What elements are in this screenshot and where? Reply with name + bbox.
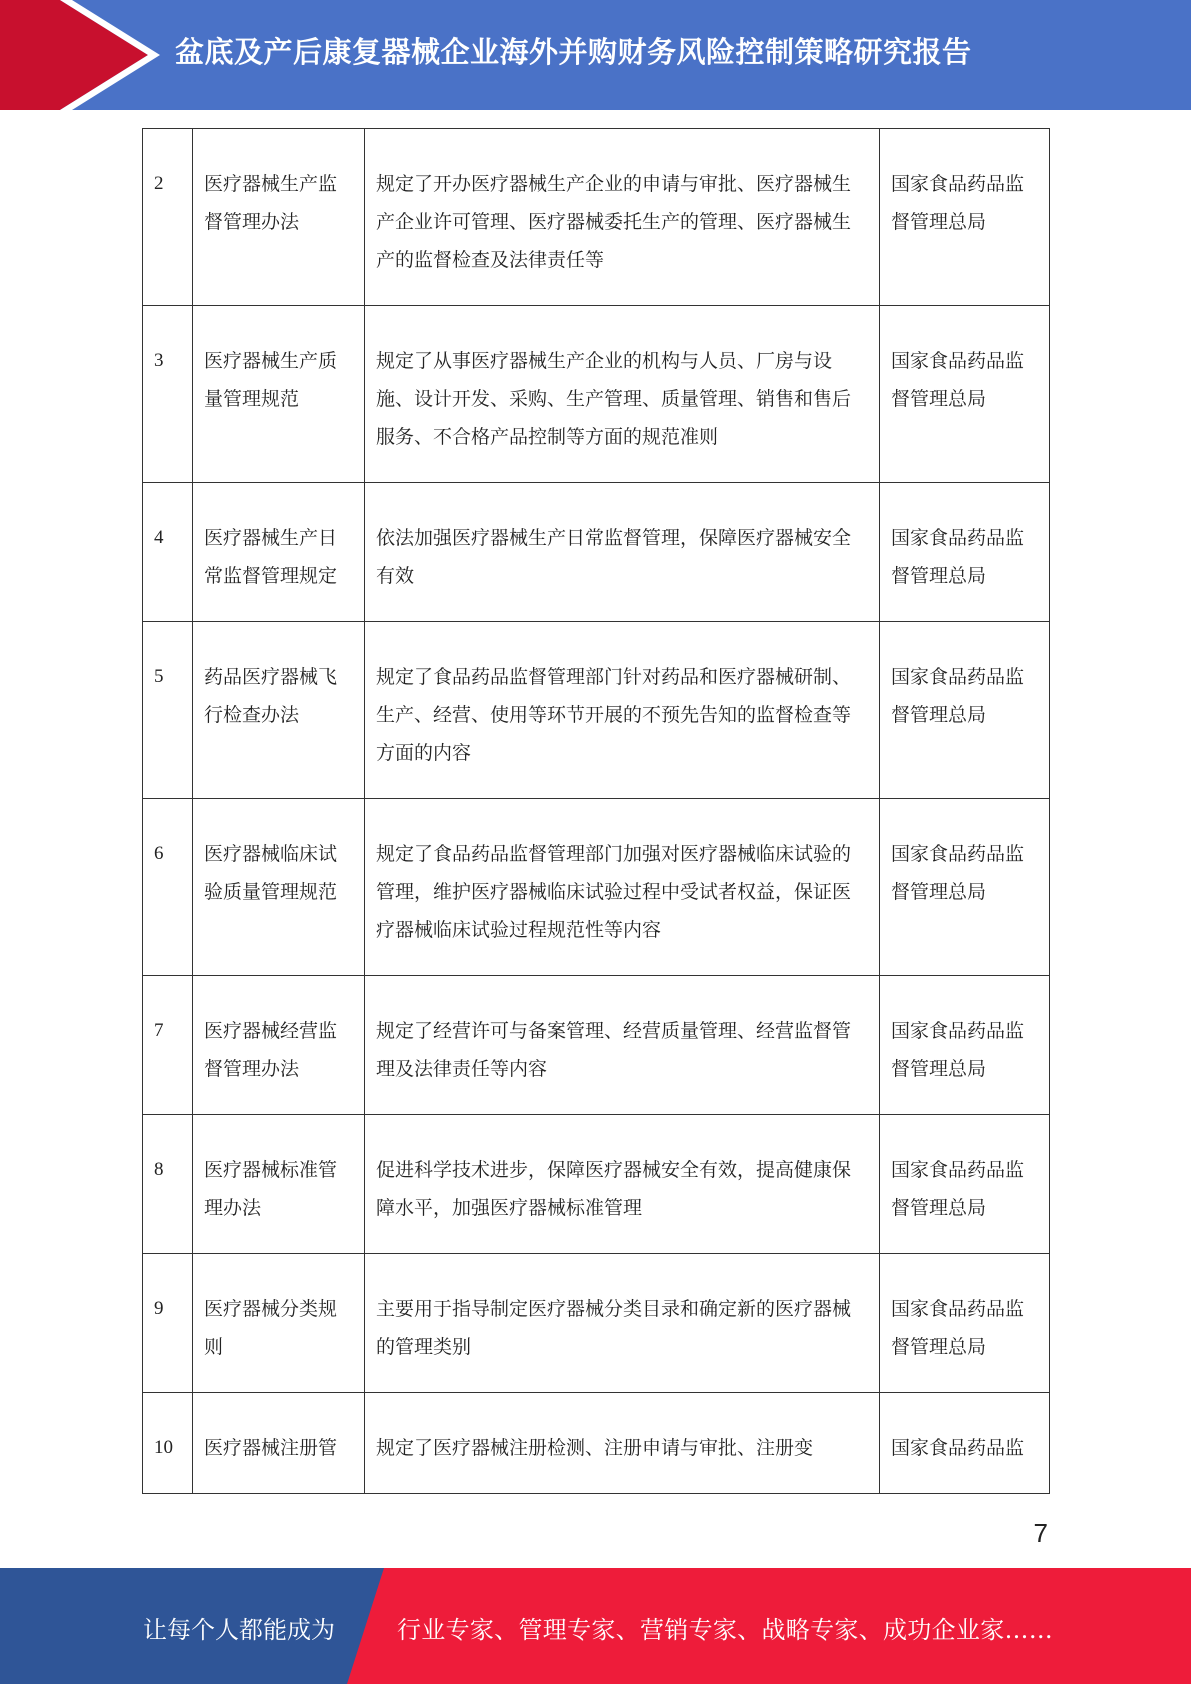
footer-slogan-left: 让每个人都能成为 xyxy=(143,1616,335,1644)
table-row xyxy=(143,799,1050,976)
issuing-authority: 国家食品药品监 xyxy=(880,1393,1050,1494)
regulation-description: 规定了食品药品监督管理部门针对药品和医疗器械研制、生产、经营、使用等环节开展的不预先告知的监督检查等方面的内容 xyxy=(365,622,880,799)
regulation-name: 医疗器械临床试验质量管理规范 xyxy=(193,799,365,976)
table-row xyxy=(143,483,1050,622)
regulation-name: 医疗器械标准管理办法 xyxy=(193,1115,365,1254)
regulation-description: 促进科学技术进步，保障医疗器械安全有效，提高健康保障水平，加强医疗器械标准管理 xyxy=(365,1115,880,1254)
regulation-name: 医疗器械经营监督管理办法 xyxy=(193,976,365,1115)
table-row xyxy=(143,1393,1050,1494)
row-number: 2 xyxy=(143,129,193,306)
issuing-authority: 国家食品药品监督管理总局 xyxy=(880,306,1050,483)
regulation-name: 医疗器械生产质量管理规范 xyxy=(193,306,365,483)
regulation-description: 规定了经营许可与备案管理、经营质量管理、经营监督管理及法律责任等内容 xyxy=(365,976,880,1115)
issuing-authority: 国家食品药品监督管理总局 xyxy=(880,799,1050,976)
table-row xyxy=(143,306,1050,483)
row-number: 8 xyxy=(143,1115,193,1254)
row-number: 9 xyxy=(143,1254,193,1393)
issuing-authority: 国家食品药品监督管理总局 xyxy=(880,1254,1050,1393)
regulation-name: 医疗器械生产监督管理办法 xyxy=(193,129,365,306)
table-row xyxy=(143,1115,1050,1254)
regulation-name: 药品医疗器械飞行检查办法 xyxy=(193,622,365,799)
issuing-authority: 国家食品药品监督管理总局 xyxy=(880,483,1050,622)
regulation-description: 规定了从事医疗器械生产企业的机构与人员、厂房与设施、设计开发、采购、生产管理、质量管理、销售和售后服务、不合格产品控制等方面的规范准则 xyxy=(365,306,880,483)
page-number: 7 xyxy=(1033,1518,1048,1548)
table-row xyxy=(143,622,1050,799)
issuing-authority: 国家食品药品监督管理总局 xyxy=(880,129,1050,306)
row-number: 7 xyxy=(143,976,193,1115)
table-row xyxy=(143,1254,1050,1393)
regulation-description: 依法加强医疗器械生产日常监督管理，保障医疗器械安全有效 xyxy=(365,483,880,622)
row-number: 3 xyxy=(143,306,193,483)
regulation-description: 规定了开办医疗器械生产企业的申请与审批、医疗器械生产企业许可管理、医疗器械委托生产的管理、医疗器械生产的监督检查及法律责任等 xyxy=(365,129,880,306)
row-number: 6 xyxy=(143,799,193,976)
issuing-authority: 国家食品药品监督管理总局 xyxy=(880,1115,1050,1254)
regulation-name: 医疗器械注册管 xyxy=(193,1393,365,1494)
footer-slogan-right: 行业专家、管理专家、营销专家、战略专家、成功企业家…… xyxy=(397,1616,1054,1644)
page-header xyxy=(0,0,1191,110)
regulation-description: 主要用于指导制定医疗器械分类目录和确定新的医疗器械的管理类别 xyxy=(365,1254,880,1393)
row-number: 5 xyxy=(143,622,193,799)
page-footer xyxy=(0,1568,1191,1684)
regulation-description: 规定了食品药品监督管理部门加强对医疗器械临床试验的管理，维护医疗器械临床试验过程中受试者权益，保证医疗器械临床试验过程规范性等内容 xyxy=(365,799,880,976)
issuing-authority: 国家食品药品监督管理总局 xyxy=(880,622,1050,799)
table-row xyxy=(143,976,1050,1115)
issuing-authority: 国家食品药品监督管理总局 xyxy=(880,976,1050,1115)
regulation-description: 规定了医疗器械注册检测、注册申请与审批、注册变 xyxy=(365,1393,880,1494)
regulation-name: 医疗器械分类规则 xyxy=(193,1254,365,1393)
regulation-name: 医疗器械生产日常监督管理规定 xyxy=(193,483,365,622)
row-number: 10 xyxy=(143,1393,193,1494)
regulations-table xyxy=(142,128,1050,1494)
table-row xyxy=(143,129,1050,306)
report-title: 盆底及产后康复器械企业海外并购财务风险控制策略研究报告 xyxy=(175,35,972,69)
row-number: 4 xyxy=(143,483,193,622)
